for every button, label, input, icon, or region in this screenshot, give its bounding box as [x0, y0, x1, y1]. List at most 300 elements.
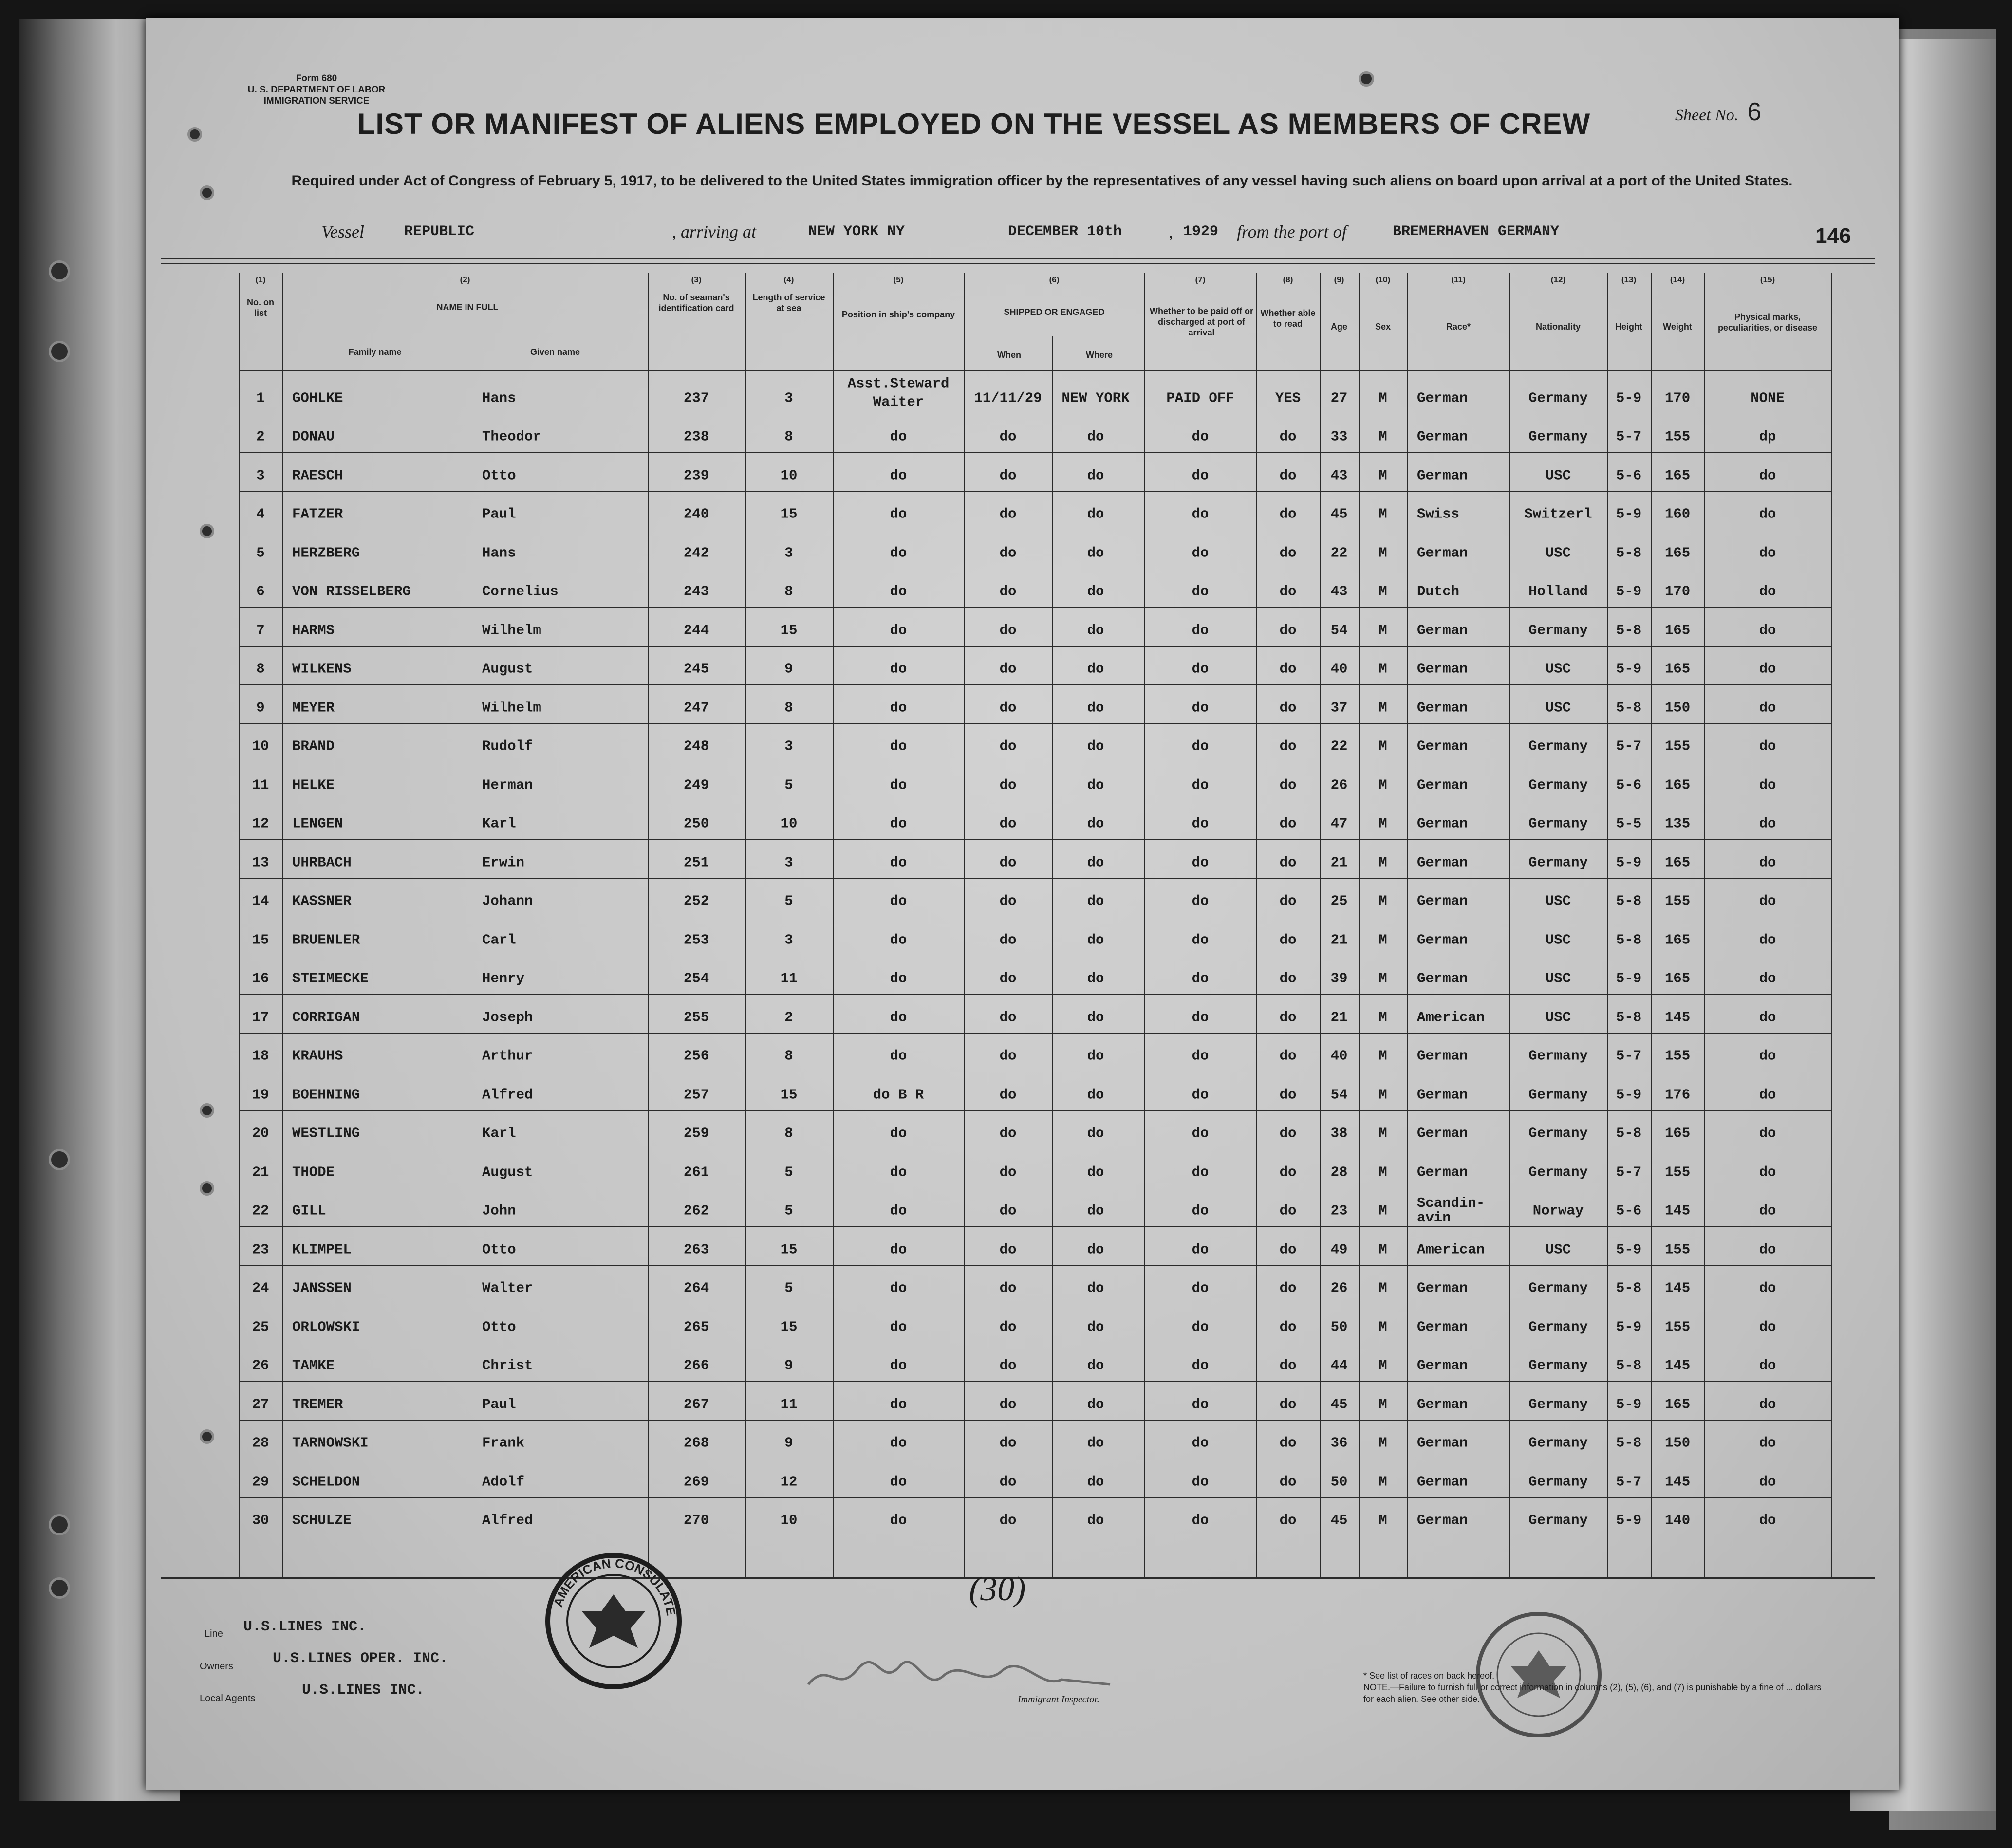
- shipped-where-cell: do: [1087, 815, 1104, 832]
- weight-cell: 155: [1664, 1048, 1691, 1064]
- sex-cell: M: [1379, 1164, 1387, 1181]
- table-row-rule: [239, 1033, 1831, 1034]
- row-number-cell: 26: [252, 1357, 269, 1374]
- physical-marks-cell: do: [1759, 583, 1776, 600]
- nationality-cell: USC: [1545, 661, 1571, 677]
- binder-hole: [49, 260, 70, 282]
- service-length-cell: 9: [784, 1435, 793, 1451]
- height-cell: 5-6: [1616, 467, 1642, 484]
- column-header-position: Position in ship's company: [841, 310, 955, 319]
- able-to-read-cell: do: [1279, 893, 1297, 909]
- column-number: (1): [255, 275, 266, 284]
- sex-cell: M: [1379, 738, 1387, 755]
- binder-hole: [49, 1514, 70, 1535]
- sex-cell: M: [1379, 1474, 1387, 1490]
- shipped-when-cell: do: [999, 815, 1017, 832]
- row-number-cell: 30: [252, 1512, 269, 1529]
- nationality-cell: USC: [1545, 932, 1571, 948]
- service-length-cell: 9: [784, 1357, 793, 1374]
- physical-marks-cell: do: [1759, 545, 1776, 561]
- physical-marks-cell: do: [1759, 1319, 1776, 1335]
- sex-cell: M: [1379, 545, 1387, 561]
- crew-count-mark: (30): [969, 1571, 1026, 1608]
- race-cell: German: [1417, 738, 1468, 755]
- column-header-height: Height: [1615, 322, 1642, 332]
- family-name-cell: TARNOWSKI: [292, 1435, 369, 1451]
- weight-cell: 165: [1664, 970, 1691, 987]
- position-cell: do: [890, 1474, 907, 1490]
- position-secondary-cell: Waiter: [873, 394, 924, 410]
- age-cell: 26: [1330, 1280, 1348, 1296]
- given-name-cell: Herman: [482, 777, 533, 794]
- service-length-cell: 8: [784, 428, 793, 445]
- given-name-cell: Adolf: [482, 1474, 525, 1490]
- physical-marks-cell: dp: [1759, 428, 1776, 445]
- column-header-shipped: SHIPPED OR ENGAGED: [1004, 307, 1105, 317]
- height-cell: 5-9: [1616, 1319, 1642, 1335]
- given-name-cell: Hans: [482, 390, 516, 407]
- nationality-cell: Germany: [1528, 777, 1588, 794]
- seaman-card-number-cell: 242: [683, 545, 709, 561]
- punch-hole: [200, 524, 214, 538]
- shipped-where-cell: do: [1087, 1512, 1104, 1529]
- nationality-cell: Germany: [1528, 1280, 1588, 1296]
- row-number-cell: 7: [256, 622, 265, 639]
- physical-marks-cell: do: [1759, 815, 1776, 832]
- row-number-cell: 4: [256, 506, 265, 522]
- family-name-cell: BRUENLER: [292, 932, 360, 948]
- sex-cell: M: [1379, 390, 1387, 407]
- nationality-cell: Germany: [1528, 1048, 1588, 1064]
- table-row-rule: [239, 607, 1831, 608]
- age-cell: 50: [1330, 1319, 1348, 1335]
- physical-marks-cell: do: [1759, 1357, 1776, 1374]
- sex-cell: M: [1379, 1357, 1387, 1374]
- consulate-seal: [540, 1548, 687, 1694]
- height-cell: 5-5: [1616, 815, 1642, 832]
- row-number-cell: 5: [256, 545, 265, 561]
- weight-cell: 145: [1664, 1280, 1691, 1296]
- able-to-read-cell: do: [1279, 1435, 1297, 1451]
- shipped-when-cell: 11/11/29: [974, 390, 1042, 407]
- shipped-when-cell: do: [999, 700, 1017, 716]
- family-name-cell: VON RISSELBERG: [292, 583, 411, 600]
- sex-cell: M: [1379, 1435, 1387, 1451]
- position-cell: do: [890, 506, 907, 522]
- family-name-cell: MEYER: [292, 700, 335, 716]
- race-cell: German: [1417, 545, 1468, 561]
- column-header-race: Race*: [1446, 322, 1471, 332]
- race-cell: German: [1417, 1125, 1468, 1142]
- document-title: LIST OR MANIFEST OF ALIENS EMPLOYED ON THE VESSEL AS MEMBERS OF CREW: [357, 108, 1591, 140]
- given-name-cell: Otto: [482, 467, 516, 484]
- shipped-when-cell: do: [999, 583, 1017, 600]
- able-to-read-cell: do: [1279, 932, 1297, 948]
- given-name-cell: Karl: [482, 1125, 516, 1142]
- age-cell: 28: [1330, 1164, 1348, 1181]
- position-cell: do: [890, 1512, 907, 1529]
- binder-hole: [49, 341, 70, 362]
- row-number-cell: 12: [252, 815, 269, 832]
- given-name-cell: Wilhelm: [482, 700, 541, 716]
- shipped-where-cell: do: [1087, 1241, 1104, 1258]
- column-number: (7): [1195, 275, 1206, 284]
- seaman-card-number-cell: 255: [683, 1009, 709, 1026]
- family-name-cell: HERZBERG: [292, 545, 360, 561]
- sex-cell: M: [1379, 854, 1387, 871]
- sex-cell: M: [1379, 1087, 1387, 1103]
- sex-cell: M: [1379, 467, 1387, 484]
- shipped-when-cell: do: [999, 1087, 1017, 1103]
- age-cell: 36: [1330, 1435, 1348, 1451]
- physical-marks-cell: do: [1759, 661, 1776, 677]
- able-to-read-cell: do: [1279, 815, 1297, 832]
- given-name-cell: Otto: [482, 1319, 516, 1335]
- sex-cell: M: [1379, 1048, 1387, 1064]
- height-cell: 5-8: [1616, 1435, 1642, 1451]
- binder-hole: [49, 1149, 70, 1170]
- sex-cell: M: [1379, 1512, 1387, 1529]
- position-cell: do: [890, 1396, 907, 1413]
- row-number-cell: 1: [256, 390, 265, 407]
- shipped-when-cell: do: [999, 1319, 1017, 1335]
- nationality-cell: USC: [1545, 545, 1571, 561]
- shipped-where-cell: do: [1087, 661, 1104, 677]
- race-cell: German: [1417, 932, 1468, 948]
- column-header-when: When: [997, 350, 1021, 360]
- table-row-rule: [239, 994, 1831, 995]
- paid-off-cell: do: [1192, 583, 1209, 600]
- nationality-cell: USC: [1545, 467, 1571, 484]
- weight-cell: 135: [1664, 815, 1691, 832]
- shipped-when-cell: do: [999, 1241, 1017, 1258]
- nationality-cell: USC: [1545, 893, 1571, 909]
- row-number-cell: 2: [256, 428, 265, 445]
- family-name-cell: BOEHNING: [292, 1087, 360, 1103]
- given-name-cell: Rudolf: [482, 738, 533, 755]
- shipped-where-cell: do: [1087, 1087, 1104, 1103]
- shipped-when-cell: do: [999, 777, 1017, 794]
- physical-marks-cell: do: [1759, 777, 1776, 794]
- paid-off-cell: do: [1192, 777, 1209, 794]
- shipped-where-cell: do: [1087, 1009, 1104, 1026]
- owners-label: Owners: [200, 1661, 233, 1672]
- column-header-age: Age: [1330, 322, 1347, 332]
- age-cell: 49: [1330, 1241, 1348, 1258]
- physical-marks-cell: do: [1759, 1048, 1776, 1064]
- nationality-cell: Germany: [1528, 738, 1588, 755]
- weight-cell: 165: [1664, 777, 1691, 794]
- shipped-when-cell: do: [999, 1357, 1017, 1374]
- punch-hole: [200, 185, 214, 200]
- seaman-card-number-cell: 263: [683, 1241, 709, 1258]
- shipped-when-cell: do: [999, 1435, 1017, 1451]
- shipped-where-cell: do: [1087, 777, 1104, 794]
- svg-text:AMERICAN CONSULATE: AMERICAN CONSULATE: [550, 1555, 679, 1617]
- column-header-name: NAME IN FULL: [436, 302, 499, 312]
- given-name-cell: Theodor: [482, 428, 541, 445]
- comma-sep: ,: [1169, 222, 1173, 241]
- family-name-cell: HELKE: [292, 777, 335, 794]
- position-cell: do: [890, 738, 907, 755]
- able-to-read-cell: do: [1279, 1396, 1297, 1413]
- able-to-read-cell: do: [1279, 1280, 1297, 1296]
- service-length-cell: 10: [780, 467, 798, 484]
- service-length-cell: 12: [780, 1474, 798, 1490]
- seaman-card-number-cell: 243: [683, 583, 709, 600]
- sex-cell: M: [1379, 1241, 1387, 1258]
- given-name-cell: Frank: [482, 1435, 525, 1451]
- paid-off-cell: do: [1192, 622, 1209, 639]
- weight-cell: 150: [1664, 700, 1691, 716]
- shipped-where-cell: do: [1087, 1164, 1104, 1181]
- paid-off-cell: do: [1192, 1357, 1209, 1374]
- sex-cell: M: [1379, 506, 1387, 522]
- nationality-cell: Germany: [1528, 1125, 1588, 1142]
- shipped-when-cell: do: [999, 738, 1017, 755]
- race-cell: German: [1417, 467, 1468, 484]
- table-row-rule: [239, 1110, 1831, 1111]
- nationality-cell: Germany: [1528, 854, 1588, 871]
- sheet-number-label: Sheet No.: [1675, 106, 1739, 124]
- shipped-where-cell: do: [1087, 854, 1104, 871]
- table-row-rule: [239, 646, 1831, 647]
- nationality-cell: Germany: [1528, 815, 1588, 832]
- weight-cell: 145: [1664, 1474, 1691, 1490]
- table-row-rule: [239, 370, 1831, 371]
- position-cell: do: [890, 1048, 907, 1064]
- race-cell: German: [1417, 1512, 1468, 1529]
- column-number: (4): [783, 275, 794, 284]
- physical-marks-cell: do: [1759, 1241, 1776, 1258]
- race-cell: German: [1417, 1164, 1468, 1181]
- shipped-where-cell: do: [1087, 932, 1104, 948]
- column-number: (15): [1760, 275, 1775, 284]
- sex-cell: M: [1379, 777, 1387, 794]
- position-cell: do: [890, 854, 907, 871]
- table-row-rule: [239, 1497, 1831, 1498]
- shipped-where-cell: do: [1087, 970, 1104, 987]
- position-cell: do: [890, 932, 907, 948]
- seaman-card-number-cell: 264: [683, 1280, 709, 1296]
- age-cell: 43: [1330, 583, 1348, 600]
- weight-cell: 140: [1664, 1512, 1691, 1529]
- column-number: (2): [460, 275, 470, 284]
- seaman-card-number-cell: 248: [683, 738, 709, 755]
- row-number-cell: 18: [252, 1048, 269, 1064]
- physical-marks-cell: do: [1759, 1009, 1776, 1026]
- column-header-seaman-card: No. of seaman's identification card: [658, 293, 734, 313]
- able-to-read-cell: do: [1279, 777, 1297, 794]
- seaman-card-number-cell: 252: [683, 893, 709, 909]
- inspector-label: Immigrant Inspector.: [1018, 1694, 1099, 1705]
- family-name-cell: HARMS: [292, 622, 335, 639]
- given-name-cell: Walter: [482, 1280, 533, 1296]
- column-header-nationality: Nationality: [1535, 322, 1581, 332]
- weight-cell: 145: [1664, 1357, 1691, 1374]
- column-number: (5): [893, 275, 904, 284]
- physical-marks-cell: do: [1759, 893, 1776, 909]
- family-name-cell: STEIMECKE: [292, 970, 369, 987]
- arriving-port: NEW YORK NY: [808, 223, 905, 240]
- agents-value: U.S.LINES INC.: [302, 1682, 425, 1699]
- paid-off-cell: do: [1192, 1048, 1209, 1064]
- family-name-cell: WILKENS: [292, 661, 352, 677]
- sex-cell: M: [1379, 583, 1387, 600]
- nationality-cell: USC: [1545, 1009, 1571, 1026]
- given-name-cell: Johann: [482, 893, 533, 909]
- nationality-cell: Holland: [1528, 583, 1588, 600]
- race-cell: German: [1417, 1396, 1468, 1413]
- race-cell: German: [1417, 428, 1468, 445]
- position-cell: do: [890, 1202, 907, 1219]
- shipped-where-cell: do: [1087, 1202, 1104, 1219]
- weight-cell: 150: [1664, 1435, 1691, 1451]
- shipped-when-cell: do: [999, 970, 1017, 987]
- given-name-cell: Joseph: [482, 1009, 533, 1026]
- race-cell: German: [1417, 1357, 1468, 1374]
- height-cell: 5-8: [1616, 622, 1642, 639]
- able-to-read-cell: do: [1279, 1357, 1297, 1374]
- age-cell: 50: [1330, 1474, 1348, 1490]
- height-cell: 5-9: [1616, 854, 1642, 871]
- position-cell: do: [890, 1319, 907, 1335]
- able-to-read-cell: do: [1279, 1087, 1297, 1103]
- weight-cell: 165: [1664, 661, 1691, 677]
- height-cell: 5-7: [1616, 428, 1642, 445]
- column-header-given-name: Given name: [530, 347, 580, 357]
- given-name-cell: Erwin: [482, 854, 525, 871]
- shipped-where-cell: do: [1087, 428, 1104, 445]
- able-to-read-cell: do: [1279, 1048, 1297, 1064]
- able-to-read-cell: do: [1279, 970, 1297, 987]
- seaman-card-number-cell: 238: [683, 428, 709, 445]
- able-to-read-cell: do: [1279, 1202, 1297, 1219]
- row-number-cell: 11: [252, 777, 269, 794]
- age-cell: 45: [1330, 1396, 1348, 1413]
- shipped-where-cell: do: [1087, 622, 1104, 639]
- shipped-when-cell: do: [999, 1512, 1017, 1529]
- physical-marks-cell: do: [1759, 1202, 1776, 1219]
- row-number-cell: 14: [252, 893, 269, 909]
- age-cell: 22: [1330, 545, 1348, 561]
- height-cell: 5-9: [1616, 1512, 1642, 1529]
- table-row-rule: [239, 684, 1831, 685]
- column-header-physical: Physical marks, peculiarities, or disease: [1717, 312, 1818, 333]
- departure-port: BREMERHAVEN GERMANY: [1393, 223, 1560, 240]
- service-length-cell: 5: [784, 1280, 793, 1296]
- given-name-cell: Paul: [482, 506, 516, 522]
- column-number: (13): [1621, 275, 1637, 284]
- able-to-read-cell: do: [1279, 1474, 1297, 1490]
- position-cell: do: [890, 1357, 907, 1374]
- able-to-read-cell: do: [1279, 545, 1297, 561]
- column-header-no: No. on list: [247, 297, 274, 318]
- shipped-when-cell: do: [999, 1125, 1017, 1142]
- shipped-when-cell: do: [999, 506, 1017, 522]
- physical-marks-cell: do: [1759, 622, 1776, 639]
- family-name-cell: WESTLING: [292, 1125, 360, 1142]
- weight-cell: 155: [1664, 428, 1691, 445]
- seaman-card-number-cell: 240: [683, 506, 709, 522]
- row-number-cell: 3: [256, 467, 265, 484]
- seaman-card-number-cell: 259: [683, 1125, 709, 1142]
- table-row-rule: [239, 491, 1831, 492]
- weight-cell: 165: [1664, 854, 1691, 871]
- line-value: U.S.LINES INC.: [243, 1619, 367, 1635]
- service-length-cell: 15: [780, 1319, 798, 1335]
- nationality-cell: Germany: [1528, 1396, 1588, 1413]
- age-cell: 45: [1330, 506, 1348, 522]
- position-cell: do: [890, 1435, 907, 1451]
- seaman-card-number-cell: 245: [683, 661, 709, 677]
- nationality-cell: Germany: [1528, 1474, 1588, 1490]
- seaman-card-number-cell: 239: [683, 467, 709, 484]
- seaman-card-number-cell: 253: [683, 932, 709, 948]
- punch-hole: [1359, 71, 1374, 87]
- agents-label: Local Agents: [200, 1693, 256, 1704]
- height-cell: 5-9: [1616, 1396, 1642, 1413]
- weight-cell: 165: [1664, 467, 1691, 484]
- shipped-where-cell: do: [1087, 506, 1104, 522]
- weight-cell: 165: [1664, 622, 1691, 639]
- weight-cell: 155: [1664, 738, 1691, 755]
- age-cell: 26: [1330, 777, 1348, 794]
- seaman-card-number-cell: 265: [683, 1319, 709, 1335]
- position-cell: do: [890, 545, 907, 561]
- given-name-cell: Christ: [482, 1357, 533, 1374]
- given-name-cell: Otto: [482, 1241, 516, 1258]
- row-number-cell: 24: [252, 1280, 269, 1296]
- seaman-card-number-cell: 269: [683, 1474, 709, 1490]
- sex-cell: M: [1379, 1280, 1387, 1296]
- column-number: (14): [1670, 275, 1685, 284]
- service-length-cell: 5: [784, 1164, 793, 1181]
- row-number-cell: 17: [252, 1009, 269, 1026]
- race-cell: German: [1417, 1474, 1468, 1490]
- shipped-where-cell: do: [1087, 700, 1104, 716]
- seaman-card-number-cell: 254: [683, 970, 709, 987]
- race-cell: German: [1417, 661, 1468, 677]
- owners-value: U.S.LINES OPER. INC.: [273, 1650, 448, 1667]
- arriving-label: , arriving at: [672, 222, 757, 241]
- seaman-card-number-cell: 257: [683, 1087, 709, 1103]
- header-rule: [161, 263, 1875, 264]
- paid-off-cell: do: [1192, 970, 1209, 987]
- shipped-where-cell: do: [1087, 583, 1104, 600]
- shipped-when-cell: do: [999, 545, 1017, 561]
- age-cell: 54: [1330, 622, 1348, 639]
- paid-off-cell: do: [1192, 545, 1209, 561]
- row-number-cell: 28: [252, 1435, 269, 1451]
- seaman-card-number-cell: 250: [683, 815, 709, 832]
- nationality-cell: Germany: [1528, 390, 1588, 407]
- form-number: Form 680: [296, 74, 337, 84]
- shipped-when-cell: do: [999, 1164, 1017, 1181]
- seaman-card-number-cell: 267: [683, 1396, 709, 1413]
- family-name-cell: SCHULZE: [292, 1512, 352, 1529]
- service-length-cell: 15: [780, 622, 798, 639]
- shipped-when-cell: do: [999, 1474, 1017, 1490]
- nationality-cell: Germany: [1528, 1164, 1588, 1181]
- arrival-year: 1929: [1183, 223, 1219, 240]
- weight-cell: 170: [1664, 583, 1691, 600]
- paid-off-cell: do: [1192, 1009, 1209, 1026]
- race-cell: German: [1417, 970, 1468, 987]
- position-cell: do: [890, 893, 907, 909]
- age-cell: 21: [1330, 932, 1348, 948]
- given-name-cell: Paul: [482, 1396, 516, 1413]
